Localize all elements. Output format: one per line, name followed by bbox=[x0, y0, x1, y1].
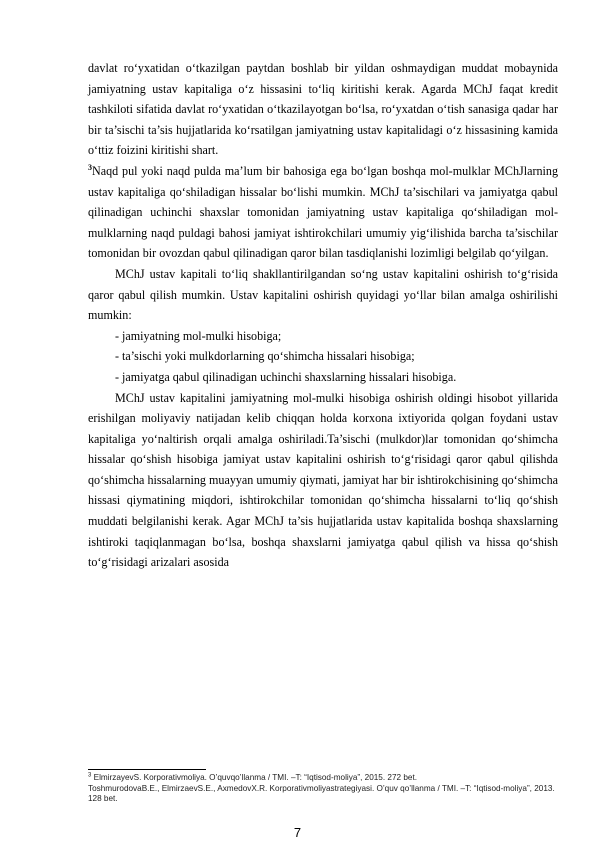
body-text bbox=[88, 58, 558, 573]
paragraph-1 bbox=[88, 58, 558, 264]
paragraph-1-part-b: Naqd pul yoki naqd pulda ma’lum bir bahosiga ega bo‘lgan boshqa mol-mulklar MChJlarning ustav kapitaliga qo‘shiladigan hissalar bo‘lishi mumkin. MChJ ta’sischilari va jamiyatga qabul qilinadigan uchinchi shaxslar tomonidan jamiyatning ustav kapitaliga qo‘shiladigan mol-mulklarning naqd puldagi bahosi jamiyat ishtirokchilari umumiy yig‘ilishida barcha ta’sischilar tomonidan bir ovozdan qabul qilinadigan qaror bilan tasdiqlanishi lozimligi belgilab qo‘yilgan. bbox=[88, 163, 558, 261]
footnote-text-1: ElmirzayevS. Korporativmoliya. O’quvqo’llanma / TMI. –T: “Iqtisod-moliya”, 2015. 272 bet. bbox=[91, 773, 418, 782]
list-item: - ta’sischi yoki mulkdorlarning qo‘shimcha hissalari hisobiga; bbox=[115, 349, 415, 364]
paragraph-3: MChJ ustav kapitalini jamiyatning mol-mulki hisobiga oshirish oldingi hisobot yillarida erishilgan moliyaviy natijadan kelib chiqqan holda korxona ixtiyorida qolgan foydani ustav kapitaliga yo‘naltirish orqali amalga oshiriladi.Ta’sischi (mulkdor)lar tomonidan qo‘shimcha hissalar qo‘shish hisobiga jamiyat ustav kapitalini oshirish to‘g‘risidagi qaror qabul qilishda qo‘shimcha hissalarning muayyan umumiy qiymati, jamiyat har bir ishtirokchisining qo‘shimcha hissasi qiymatining miqdori, ishtirokchilar tomonidan qo‘shimcha hissalarni to‘liq qo‘shish muddati belgilanishi kerak. Agar MChJ ta’sis hujjatlarida ustav kapitalida boshqa shaxslarning ishtiroki taqiqlanmagan bo‘lsa, boshqa shaxslarni jamiyatga qabul qilish va hissa qo‘shish to‘g‘risidagi arizalari asosida bbox=[88, 390, 558, 570]
footnote-line-1 bbox=[88, 773, 558, 784]
footnote-reference[interactable]: 3 bbox=[88, 162, 92, 172]
page-number: 7 bbox=[293, 825, 302, 840]
footnote-divider bbox=[88, 769, 206, 770]
footnote-line-2: ToshmurodovaB.E., ElmirzaevS.E., AxmedovX.R. Korporativmoliyastrategiyasi. O’quv qo’llanma / TMI. –T: “Iqtisod-moliya”, 2013. 128 bet. bbox=[88, 783, 555, 804]
footnote-mark: 3 bbox=[88, 772, 92, 779]
paragraph-2: MChJ ustav kapitali to‘liq shakllantirilgandan so‘ng ustav kapitalini oshirish to‘g‘risida qaror qabul qilish mumkin. Ustav kapitalini oshirish quyidagi yo‘llar bilan amalga oshirilishi mumkin: bbox=[88, 266, 558, 323]
paragraph-1-part-a: davlat ro‘yxatidan o‘tkazilgan paytdan boshlab bir yildan oshmaydigan muddat mobaynida jamiyatning ustav kapitaliga o‘z hissasini to‘liq kiritishi kerak. Agarda MChJ faqat kredit tashkiloti sifatida davlat ro‘yxatidan o‘tkazilayotgan bo‘lsa, ro‘yxatdan o‘tish sanasiga qadar har bir ta’sischi ta’sis hujjatlarida ko‘rsatilgan jamiyatning ustav kapitalidagi o‘z hissasining kamida o‘ttiz foizini kiritishi shart. bbox=[88, 61, 558, 158]
footnote bbox=[88, 773, 558, 805]
list-item: - jamiyatga qabul qilinadigan uchinchi shaxslarning hissalari hisobiga. bbox=[115, 369, 457, 384]
list-item: - jamiyatning mol-mulki hisobiga; bbox=[115, 328, 282, 343]
